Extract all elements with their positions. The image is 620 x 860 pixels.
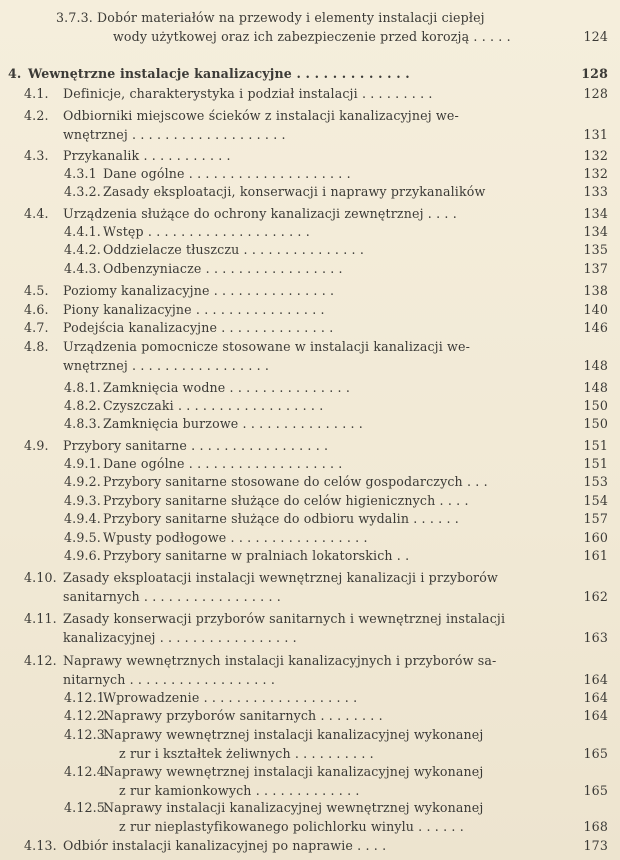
toc-entry bbox=[0, 653, 620, 690]
section-title-line: Naprawy wewnętrznych instalacji kanalizacyjnych i przyborów sa- bbox=[63, 653, 497, 668]
page-number: 151 bbox=[583, 438, 608, 453]
section-title-line: Naprawy wewnętrznej instalacji kanalizacyjnej wykonanej bbox=[103, 727, 484, 742]
page-number: 153 bbox=[583, 474, 608, 489]
section-number: 4.9.1. bbox=[64, 456, 101, 471]
toc-entry bbox=[0, 548, 620, 567]
section-number: 4.10. bbox=[24, 570, 57, 585]
page-number: 162 bbox=[583, 588, 608, 604]
toc-entry bbox=[0, 511, 620, 530]
page-number: 173 bbox=[583, 838, 608, 853]
page-number: 150 bbox=[583, 398, 608, 413]
page-number: 132 bbox=[583, 166, 608, 181]
section-title-line: Odbiorniki miejscowe ścieków z instalacji kanalizacyjnej we- bbox=[63, 108, 459, 123]
section-title-line: sanitarnych . . . . . . . . . . . . . . . . . bbox=[63, 588, 281, 604]
page-number: 146 bbox=[583, 320, 608, 335]
toc-entry bbox=[0, 242, 620, 261]
section-number: 4.9.5. bbox=[64, 530, 101, 545]
section-number: 4.8.1. bbox=[64, 380, 101, 395]
section-number: 4.12.2. bbox=[64, 708, 110, 723]
toc-entry bbox=[0, 224, 620, 243]
page-number: 157 bbox=[583, 511, 608, 526]
section-title-line: Przybory sanitarne . . . . . . . . . . . . . . . . . bbox=[63, 438, 329, 453]
page-number: 151 bbox=[583, 456, 608, 471]
section-number: 4.3. bbox=[24, 148, 49, 163]
section-title-line: Przybory sanitarne służące do odbioru wydalin . . . . . . bbox=[103, 511, 459, 526]
section-number: 4.4.2. bbox=[64, 242, 101, 257]
section-number: 4. bbox=[8, 66, 22, 81]
page-number: 164 bbox=[583, 690, 608, 705]
section-number: 4.12. bbox=[24, 653, 57, 668]
section-title-line: Wprowadzenie . . . . . . . . . . . . . . . . . . . bbox=[103, 690, 358, 705]
section-title-line: Wewnętrzne instalacje kanalizacyjne . . . . . . . . . . . . . bbox=[28, 66, 410, 81]
page-number: 150 bbox=[583, 416, 608, 431]
section-title-line: Odbiór instalacji kanalizacyjnej po naprawie . . . . bbox=[63, 838, 387, 853]
section-number: 4.9.4. bbox=[64, 511, 101, 526]
toc-entry bbox=[0, 302, 620, 321]
section-number: 4.4.1. bbox=[64, 224, 101, 239]
section-title-line: z rur nieplastyfikowanego polichlorku winylu . . . . . . bbox=[119, 818, 464, 834]
page-number: 160 bbox=[583, 530, 608, 545]
page-number: 134 bbox=[583, 224, 608, 239]
toc-entry bbox=[0, 530, 620, 549]
toc-entry bbox=[0, 474, 620, 493]
page-number: 124 bbox=[583, 28, 608, 44]
section-title-line: Oddzielacze tłuszczu . . . . . . . . . . . . . . . bbox=[103, 242, 364, 257]
section-number: 4.4. bbox=[24, 206, 49, 221]
page-number: 165 bbox=[583, 745, 608, 761]
section-number: 4.6. bbox=[24, 302, 49, 317]
toc-entry bbox=[0, 339, 620, 376]
toc-entry bbox=[0, 690, 620, 709]
section-number: 4.12.1. bbox=[64, 690, 110, 705]
section-number: 4.3.1 bbox=[64, 166, 97, 181]
section-number: 4.5. bbox=[24, 283, 49, 298]
section-title-line: Poziomy kanalizacyjne . . . . . . . . . . . . . . . bbox=[63, 283, 335, 298]
toc-entry bbox=[0, 800, 620, 837]
toc-entry bbox=[0, 456, 620, 475]
toc-entry bbox=[0, 570, 620, 607]
section-number: 4.13. bbox=[24, 838, 57, 853]
section-title-line: Naprawy instalacji kanalizacyjnej wewnętrznej wykonanej bbox=[103, 800, 484, 815]
toc-entry bbox=[0, 261, 620, 280]
toc-entry bbox=[0, 493, 620, 512]
section-title-line: Zasady eksploatacji instalacji wewnętrznej kanalizacji i przyborów bbox=[63, 570, 498, 585]
page-number: 138 bbox=[583, 283, 608, 298]
page-number: 132 bbox=[583, 148, 608, 163]
page-number: 128 bbox=[583, 86, 608, 101]
section-number: 4.3.2. bbox=[64, 184, 101, 199]
section-number: 4.8. bbox=[24, 339, 49, 354]
section-number: 4.12.3. bbox=[64, 727, 110, 742]
section-title-line: z rur kamionkowych . . . . . . . . . . . . . bbox=[119, 782, 360, 798]
section-title-line: Piony kanalizacyjne . . . . . . . . . . . . . . . . bbox=[63, 302, 325, 317]
section-number: 4.8.2. bbox=[64, 398, 101, 413]
section-title-line: nitarnych . . . . . . . . . . . . . . . . . . bbox=[63, 671, 275, 687]
page-number: 140 bbox=[583, 302, 608, 317]
toc-entry bbox=[0, 66, 620, 85]
page-number: 168 bbox=[583, 818, 608, 834]
section-number: 4.12.4. bbox=[64, 764, 110, 779]
section-number: 4.9.6. bbox=[64, 548, 101, 563]
section-title-line: Dane ogólne . . . . . . . . . . . . . . . . . . . . bbox=[103, 166, 351, 181]
section-number: 4.4.3. bbox=[64, 261, 101, 276]
page-number: 135 bbox=[583, 242, 608, 257]
toc-entry bbox=[0, 320, 620, 339]
section-title-line: Zasady konserwacji przyborów sanitarnych i wewnętrznej instalacji bbox=[63, 611, 506, 626]
toc-entry bbox=[0, 86, 620, 105]
toc-entry bbox=[0, 764, 620, 801]
section-number: 4.12.5. bbox=[64, 800, 110, 815]
toc-entry bbox=[0, 611, 620, 648]
section-title-line: Zamknięcia wodne . . . . . . . . . . . . . . . bbox=[103, 380, 350, 395]
toc-entry bbox=[0, 708, 620, 727]
section-title-line: Przybory sanitarne w pralniach lokatorskich . . bbox=[103, 548, 410, 563]
toc-entry bbox=[0, 838, 620, 857]
section-number: 4.9. bbox=[24, 438, 49, 453]
section-title-line: Urządzenia służące do ochrony kanalizacji zewnętrznej . . . . bbox=[63, 206, 457, 221]
toc-entry bbox=[0, 166, 620, 185]
page-number: 154 bbox=[583, 493, 608, 508]
section-title-line: Naprawy wewnętrznej instalacji kanalizacyjnej wykonanej bbox=[103, 764, 484, 779]
section-number: 4.2. bbox=[24, 108, 49, 123]
section-title-line: Zamknięcia burzowe . . . . . . . . . . . . . . . bbox=[103, 416, 363, 431]
page-number: 131 bbox=[583, 126, 608, 142]
section-number: 4.11. bbox=[24, 611, 57, 626]
section-title-line: Dane ogólne . . . . . . . . . . . . . . . . . . . bbox=[103, 456, 343, 471]
toc-entry bbox=[0, 398, 620, 417]
toc-entry bbox=[0, 184, 620, 203]
section-title-line: z rur i kształtek żeliwnych . . . . . . . . . . bbox=[119, 745, 374, 761]
toc-entry bbox=[0, 148, 620, 167]
section-number: 3.7.3. bbox=[56, 10, 93, 25]
page-number: 148 bbox=[583, 357, 608, 373]
section-title-line: Naprawy przyborów sanitarnych . . . . . . . . bbox=[103, 708, 383, 723]
section-title-line: wody użytkowej oraz ich zabezpieczenie przed korozją . . . . . bbox=[113, 28, 511, 44]
page-number: 128 bbox=[581, 66, 608, 81]
page-number: 133 bbox=[583, 184, 608, 199]
toc-entry bbox=[0, 206, 620, 225]
section-title-line: Przybory sanitarne służące do celów higienicznych . . . . bbox=[103, 493, 469, 508]
section-title-line: kanalizacyjnej . . . . . . . . . . . . . . . . . bbox=[63, 629, 297, 645]
section-number: 4.8.3. bbox=[64, 416, 101, 431]
page-number: 148 bbox=[583, 380, 608, 395]
toc-entry bbox=[0, 438, 620, 457]
section-title-line: Wpusty podłogowe . . . . . . . . . . . . . . . . . bbox=[103, 530, 368, 545]
section-title-line: Przybory sanitarne stosowane do celów gospodarczych . . . bbox=[103, 474, 488, 489]
section-title-line: Czyszczaki . . . . . . . . . . . . . . . . . . bbox=[103, 398, 324, 413]
toc-entry bbox=[0, 416, 620, 435]
section-title-line: Przykanalik . . . . . . . . . . . bbox=[63, 148, 231, 163]
page-number: 164 bbox=[583, 708, 608, 723]
page-number: 163 bbox=[583, 629, 608, 645]
toc-entry bbox=[0, 283, 620, 302]
page-number: 134 bbox=[583, 206, 608, 221]
page-number: 164 bbox=[583, 671, 608, 687]
toc-entry bbox=[0, 380, 620, 399]
section-title-line: wnętrznej . . . . . . . . . . . . . . . . . bbox=[63, 357, 270, 373]
toc-entry bbox=[0, 108, 620, 145]
section-title-line: Urządzenia pomocnicze stosowane w instalacji kanalizacji we- bbox=[63, 339, 471, 354]
section-title-line: Podejścia kanalizacyjne . . . . . . . . . . . . . . bbox=[63, 320, 334, 335]
section-title-line: Odbenzyniacze . . . . . . . . . . . . . . . . . bbox=[103, 261, 343, 276]
section-number: 4.1. bbox=[24, 86, 49, 101]
page-number: 161 bbox=[583, 548, 608, 563]
page-number: 137 bbox=[583, 261, 608, 276]
section-title-line: wnętrznej . . . . . . . . . . . . . . . . . . . bbox=[63, 126, 286, 142]
page-number: 165 bbox=[583, 782, 608, 798]
section-title-line: Zasady eksploatacji, konserwacji i naprawy przykanalików bbox=[103, 184, 486, 199]
section-title-line: Dobór materiałów na przewody i elementy instalacji ciepłej bbox=[97, 10, 485, 25]
section-title-line: Wstęp . . . . . . . . . . . . . . . . . . . . bbox=[103, 224, 310, 239]
section-number: 4.9.3. bbox=[64, 493, 101, 508]
section-number: 4.7. bbox=[24, 320, 49, 335]
section-number: 4.9.2. bbox=[64, 474, 101, 489]
section-title-line: Definicje, charakterystyka i podział instalacji . . . . . . . . . bbox=[63, 86, 433, 101]
toc-entry bbox=[0, 727, 620, 764]
toc-entry bbox=[0, 10, 620, 47]
